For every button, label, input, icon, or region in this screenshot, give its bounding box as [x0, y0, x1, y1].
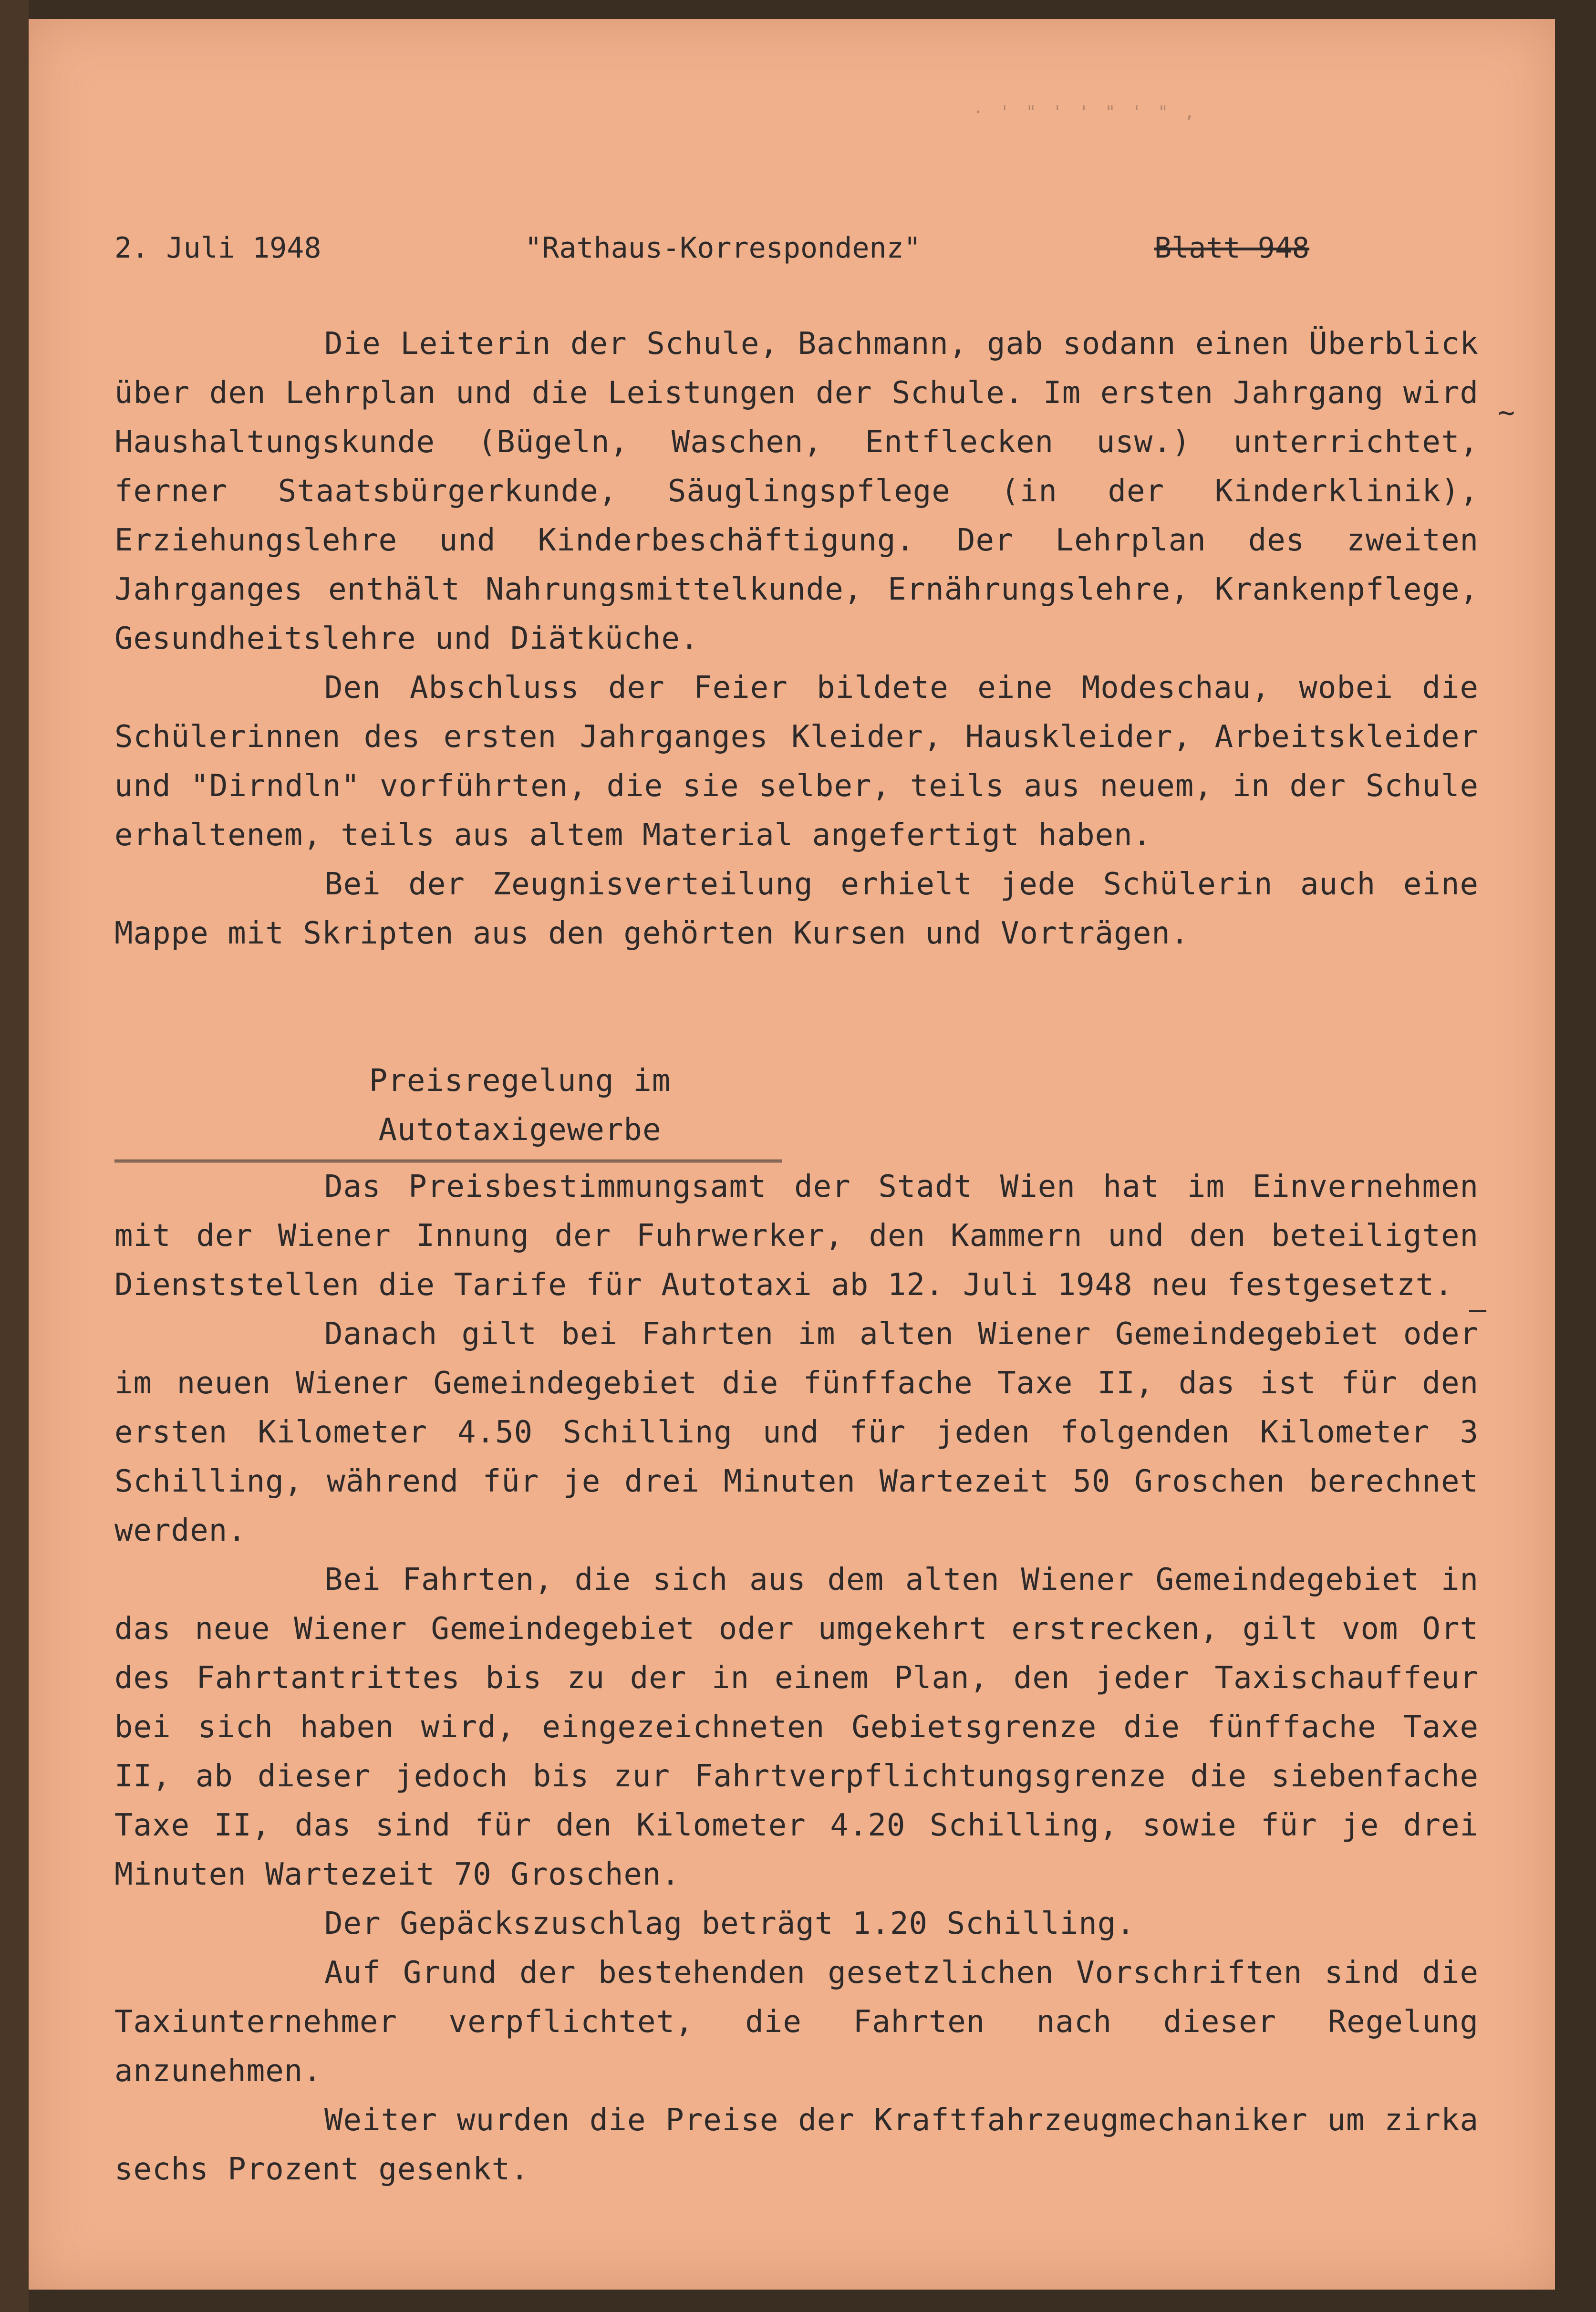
header-date: 2. Juli 1948: [114, 231, 321, 265]
binding-edge-left: [0, 0, 29, 2312]
paragraph: Das Preisbestimmungsamt der Stadt Wien hat im Einvernehmen mit der Wiener Innung der Fuhrwerker, den Kammern und den beteiligten Dienststellen die Tarife für Autotaxi ab 12. Juli 1948 neu festgesetzt.: [114, 1169, 1479, 1303]
header-sheet-number: Blatt 948: [1154, 231, 1310, 265]
document-body: [114, 320, 1479, 2194]
paragraph: Bei der Zeugnisverteilung erhielt jede Schülerin auch eine Mappe mit Skripten aus den gehörten Kursen und Vorträgen.: [114, 867, 1479, 951]
paragraph: Bei Fahrten, die sich aus dem alten Wiener Gemeindegebiet in das neue Wiener Gemeindegebiet oder umgekehrt erstrecken, gilt vom Ort des Fahrtantrittes bis zu der in einem Plan, den jeder Taxischauffeur bei sich haben wird, eingezeichneten Gebietsgrenze die fünffache Taxe II, ab dieser jedoch bis zur Fahrtverpflichtungsgrenze die siebenfache Taxe II, das sind für den Kilometer 4.20 Schilling, sowie für je drei Minuten Wartezeit 70 Groschen.: [114, 1562, 1479, 1892]
section-heading: Preisregelung im Autotaxigewerbe: [114, 1057, 782, 1162]
paragraph: Die Leiterin der Schule, Bachmann, gab sodann einen Überblick über den Lehrplan und die Leistungen der Schule. Im ersten Jahrgang wird Haushaltungskunde (Bügeln, Waschen, Entflecken usw.) unterrichtet, ferner Staatsbürgerkunde, Säuglingspflege (in der Kinderklinik), Erziehungslehre und Kinderbeschäftigung. Der Lehrplan des zweiten Jahrganges enthält Nahrungsmittelkunde, Ernährungslehre, Krankenpflege, Gesundheitslehre und Diätküche.: [114, 326, 1479, 656]
paragraph: Der Gepäckszuschlag beträgt 1.20 Schilling.: [324, 1906, 1135, 1941]
binding-edge-right: [1555, 0, 1596, 2312]
margin-mark: —: [1469, 1293, 1487, 1326]
paragraph: Auf Grund der bestehenden gesetzlichen Vorschriften sind die Taxiunternehmer verpflichtet, die Fahrten nach dieser Regelung anzunehmen.: [114, 1955, 1479, 2089]
section-heading-block: [114, 1057, 782, 1162]
document-page: [29, 19, 1555, 2290]
paragraph: Den Abschluss der Feier bildete eine Modeschau, wobei die Schülerinnen des ersten Jahrganges Kleider, Hauskleider, Arbeitskleider und "Dirndln" vorführten, die sie selber, teils aus neuem, in der Schule erhaltenem, teils aus altem Material angefertigt haben.: [114, 670, 1479, 853]
paragraph: Weiter wurden die Preise der Kraftfahrzeugmechaniker um zirka sechs Prozent gesenkt.: [114, 2103, 1479, 2187]
header-publication: "Rathaus-Korrespondenz": [525, 231, 921, 265]
margin-mark: ~: [1498, 396, 1515, 429]
page-header: [29, 231, 1555, 270]
paragraph: Danach gilt bei Fahrten im alten Wiener Gemeindegebiet oder im neuen Wiener Gemeindegebiet die fünffache Taxe II, das ist für den ersten Kilometer 4.50 Schilling und für jeden folgenden Kilometer 3 Schilling, während für je drei Minuten Wartezeit 50 Groschen berechnet werden.: [114, 1317, 1479, 1548]
faded-stamp: · ' " ' ' " ' " ,: [973, 103, 1198, 122]
